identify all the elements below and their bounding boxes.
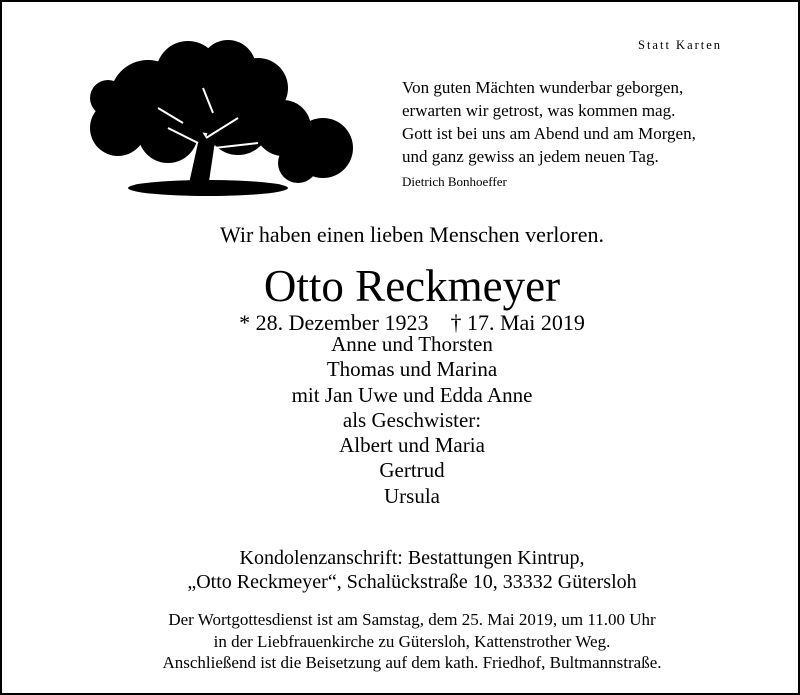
family-line: Gertrud [379, 458, 445, 483]
family-line: Anne und Thorsten [331, 332, 493, 356]
poem-line: und ganz gewiss an jedem neuen Tag. [402, 147, 659, 166]
condolence-line: Kondolenzanschrift: Bestattungen Kintrup, [239, 547, 585, 569]
deceased-name: Otto Reckmeyer [263, 261, 561, 311]
family-line: mit Jan Uwe und Edda Anne [291, 382, 533, 407]
service-line: Der Wortgottesdienst ist am Samstag, dem 25. Mai 2019, um 11.00 Uhr [168, 610, 656, 629]
family-line: Albert und Maria [339, 433, 485, 458]
family-line: Thomas und Marina [326, 357, 498, 382]
poem-line: Von guten Mächten wunderbar geborgen, [402, 78, 684, 97]
statt-karten-label: Statt Karten [638, 38, 723, 52]
condolence-line: „Otto Reckmeyer“, Schalückstraße 10, 33332 Gütersloh [187, 571, 637, 593]
birth-date: * 28. Dezember 1923 [239, 310, 429, 335]
intro-text: Wir haben einen lieben Menschen verloren. [220, 222, 604, 247]
service-info [2, 609, 800, 674]
poem-author: Dietrich Bonhoeffer [402, 174, 507, 189]
service-line: Anschließend ist die Beisetzung auf dem kath. Friedhof, Bultmannstraße. [162, 653, 662, 672]
death-date: † 17. Mai 2019 [450, 310, 585, 335]
poem-line: Gott ist bei uns am Abend und am Morgen, [402, 124, 696, 143]
family-list [2, 332, 800, 509]
poem [402, 76, 696, 168]
tree-illustration [88, 38, 364, 198]
family-line: Ursula [384, 483, 440, 508]
poem-line: erwarten wir getrost, was kommen mag. [402, 101, 676, 120]
condolence-address [2, 546, 800, 594]
service-line: in der Liebfrauenkirche zu Gütersloh, Kattenstrother Weg. [213, 631, 611, 651]
family-line: als Geschwister: [342, 407, 482, 432]
